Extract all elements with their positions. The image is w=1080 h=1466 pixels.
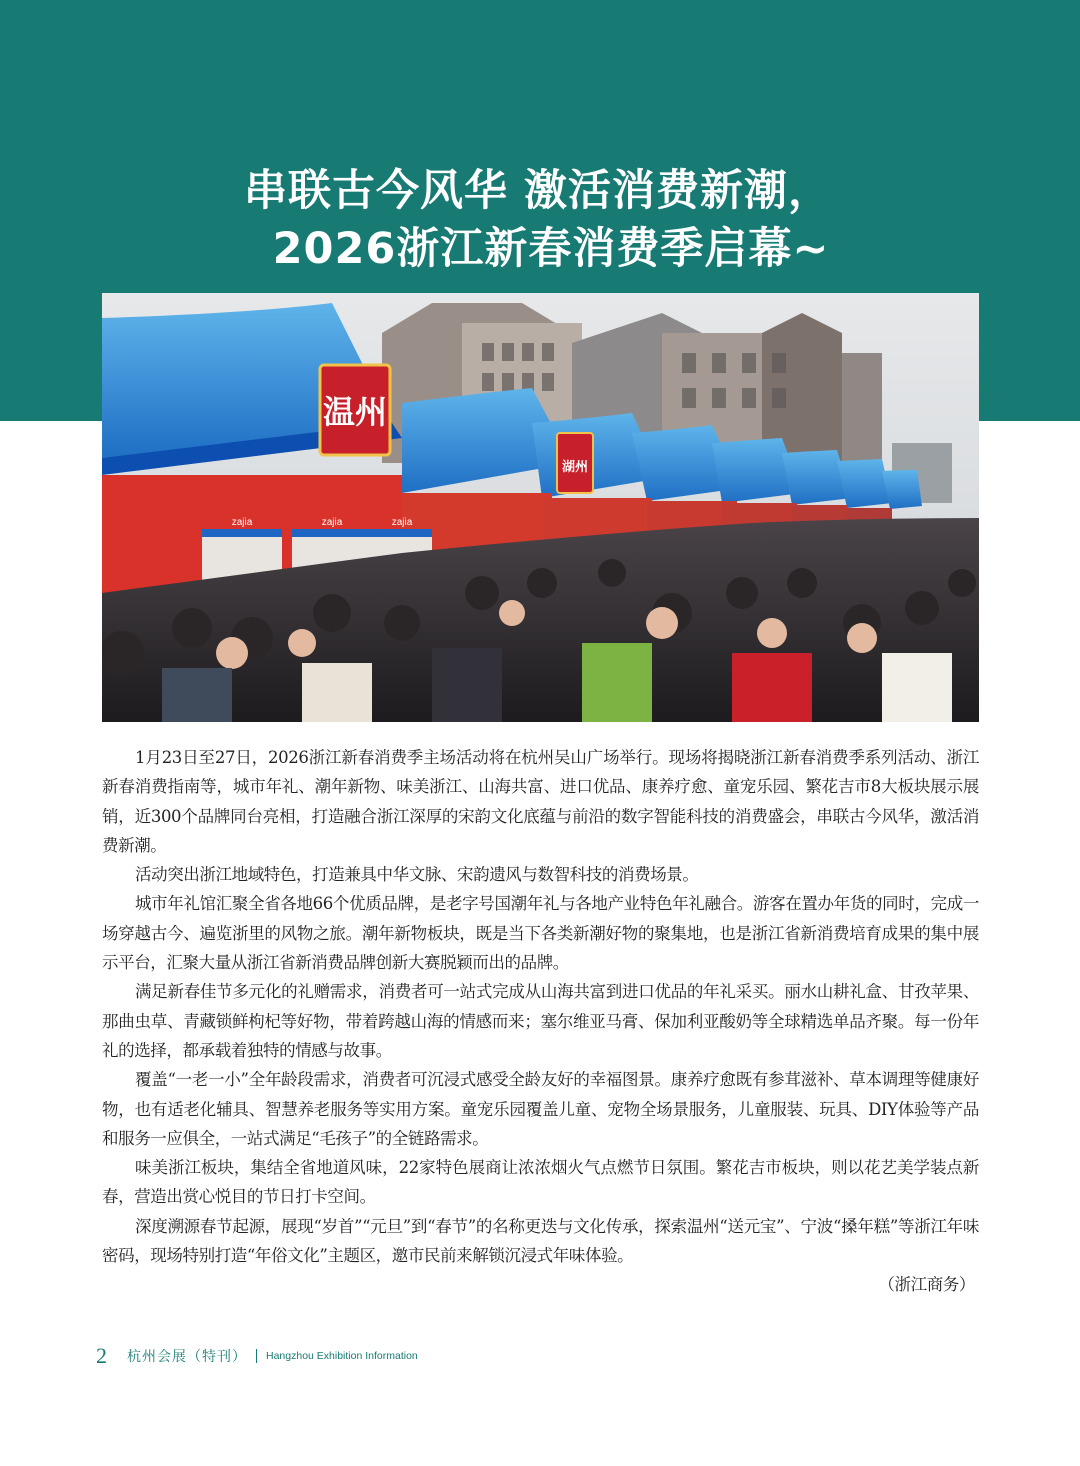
article-paragraph-3: 城市年礼馆汇聚全省各地66个优质品牌，是老字号国潮年礼与各地产业特色年礼融合。游客在置办年货的同时，完成一场穿越古今、遍览浙里的风物之旅。潮年新物板块，既是当下各类新潮好物的聚集地，也是浙江省新消费培育成果的集中展示平台，汇聚大量从浙江省新消费品牌创新大赛脱颖而出的品牌。: [102, 894, 979, 973]
sign-wenzhou-text: 温州: [322, 393, 388, 431]
article-body: [102, 743, 979, 1300]
article-paragraph-4: 满足新春佳节多元化的礼赠需求，消费者可一站式完成从山海共富到进口优品的年礼采买。丽水山耕礼盒、甘孜苹果、那曲虫草、青藏锁鲜枸杞等好物，带着跨越山海的情感而来；塞尔维亚马膏、保加利亚酸奶等全球精选单品齐聚。每一份年礼的选择，都承载着独特的情感与故事。: [102, 982, 979, 1060]
sign-wenzhou: [320, 365, 390, 455]
article-source: （浙江商务）: [878, 1275, 975, 1295]
article-paragraph-7: 深度溯源春节起源，展现“岁首”“元旦”到“春节”的名称更迭与文化传承，探索温州“送元宝”、宁波“搡年糕”等浙江年味密码，现场特别打造“年俗文化”主题区，邀市民前来解锁沉浸式年味体验。: [102, 1216, 979, 1266]
page-footer: [96, 1342, 418, 1370]
title-line-2: 2026浙江新春消费季启幕~: [272, 224, 830, 274]
footer-divider: [256, 1349, 257, 1363]
stall-brand-2: zajia: [321, 517, 343, 528]
sign-huzhou: [557, 433, 593, 493]
publication-name-en: Hangzhou Exhibition Information: [266, 1350, 418, 1362]
stall-brand-3: zajia: [391, 517, 413, 528]
sign-huzhou-text: 湖州: [561, 460, 589, 475]
page-title: [0, 162, 1080, 278]
publication-name-cn: 杭州会展（特刊）: [127, 1348, 247, 1364]
stall-brand-1: zajia: [231, 517, 253, 528]
title-line-1: 串联古今风华 激活消费新潮，: [244, 166, 832, 216]
article-paragraph-6: 味美浙江板块，集结全省地道风味，22家特色展商让浓浓烟火气点燃节日氛围。繁花吉市板块，则以花艺美学装点新春，营造出赏心悦目的节日打卡空间。: [102, 1158, 979, 1207]
article-paragraph-5: 覆盖“一老一小”全年龄段需求，消费者可沉浸式感受全龄友好的幸福图景。康养疗愈既有参茸滋补、草本调理等健康好物，也有适老化辅具、智慧养老服务等实用方案。童宠乐园覆盖儿童、宠物全场景服务，儿童服装、玩具、DIY体验等产品和服务一应俱全，一站式满足“毛孩子”的全链路需求。: [102, 1070, 979, 1148]
article-paragraph-1: 1月23日至27日，2026浙江新春消费季主场活动将在杭州吴山广场举行。现场将揭晓浙江新春消费季系列活动、浙江新春消费指南等，城市年礼、潮年新物、味美浙江、山海共富、进口优品、康养疗愈、童宠乐园、繁花吉市8大板块展示展销，近300个品牌同台亮相，打造融合浙江深厚的宋韵文化底蕴与前沿的数字智能科技的消费盛会，串联古今风华，激活消费新潮。: [102, 748, 979, 855]
page-number: 2: [96, 1343, 107, 1368]
event-photo-illustration: [102, 293, 979, 722]
event-photo: [102, 293, 979, 722]
article-paragraph-2: 活动突出浙江地域特色，打造兼具中华文脉、宋韵遗风与数智科技的消费场景。: [135, 865, 699, 885]
